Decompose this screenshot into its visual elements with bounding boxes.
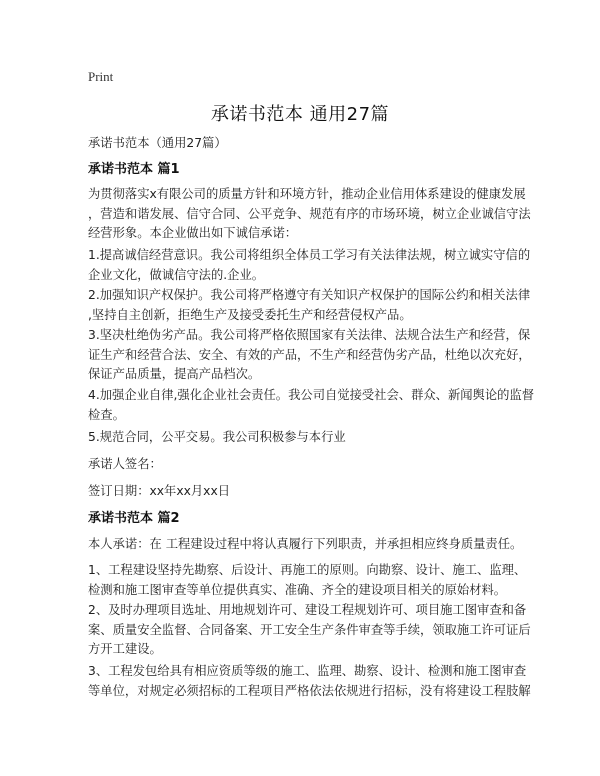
text-line: 3.坚决杜绝伪劣产品。我公司将严格依照国家有关法律、法规合法生产和经营，保 — [88, 328, 531, 342]
document-subtitle: 承诺书范本（通用27篇） — [88, 136, 227, 150]
section1-paragraph-2 — [88, 286, 531, 325]
section2-intro: 本人承诺：在 工程建设过程中将认真履行下列职责，并承担相应终身质量责任。 — [88, 537, 523, 551]
signing-date: 签订日期：xx年xx月xx日 — [88, 484, 231, 498]
section2-paragraph-1 — [88, 561, 527, 600]
section1-paragraph-3 — [88, 326, 531, 385]
text-line: 证生产和经营合法、安全、有效的产品，不生产和经营伪劣产品，杜绝以次充好， — [88, 347, 531, 362]
section1-intro — [88, 185, 531, 244]
text-line: 2、及时办理项目选址、用地规划许可、建设工程规划许可、项目施工图审查和备 — [88, 603, 527, 617]
section2-paragraph-3 — [88, 662, 531, 701]
text-line: 1.提高诚信经营意识。我公司将组织全体员工学习有关法律法规，树立诚实守信的 — [88, 248, 531, 262]
text-line: 2.加强知识产权保护。我公司将严格遵守有关知识产权保护的国际公约和相关法律 — [88, 288, 531, 302]
text-line: 检测和施工图审查等单位提供真实、准确、齐全的建设项目相关的原始材料。 — [88, 582, 507, 597]
text-line: 案、质量安全监督、合同备案、开工安全生产条件审查等手续，领取施工许可证后 — [88, 622, 531, 637]
section1-paragraph-5: 5.规范合同，公平交易。我公司积极参与本行业 — [88, 430, 346, 444]
text-line: 方开工建设。 — [88, 642, 162, 656]
section1-heading: 承诺书范本 篇1 — [88, 162, 180, 177]
text-line: 等单位，对规定必须招标的工程项目严格依法依规进行招标，没有将建设工程肢解 — [88, 683, 531, 698]
text-line: 保证产品质量，提高产品档次。 — [88, 367, 261, 381]
text-line: 3、工程发包给具有相应资质等级的施工、监理、勘察、设计、检测和施工图审查 — [88, 664, 527, 678]
document-title: 承诺书范本 通用27篇 — [210, 104, 390, 125]
text-line: 为贯彻落实x有限公司的质量方针和环境方针，推动企业信用体系建设的健康发展 — [88, 187, 526, 201]
section1-paragraph-4 — [88, 386, 535, 425]
section1-paragraph-1 — [88, 246, 531, 285]
print-label[interactable]: Print — [88, 69, 114, 84]
text-line: 4.加强企业自律,强化企业社会责任。我公司自觉接受社会、群众、新闻舆论的监督 — [88, 388, 535, 402]
signer-label: 承诺人签名： — [88, 457, 162, 471]
text-line: 检查。 — [88, 407, 125, 422]
section2-paragraph-2 — [88, 601, 531, 660]
text-line: 经营形象。本企业做出如下诚信承诺： — [88, 226, 298, 240]
section2-heading: 承诺书范本 篇2 — [88, 511, 180, 526]
text-line: 企业文化，做诚信守法的.企业。 — [88, 267, 265, 282]
text-line: 1、工程建设坚持先勘察、后设计、再施工的原则。向勘察、设计、施工、监理、 — [88, 563, 527, 577]
text-line: ,坚持自主创新，拒绝生产及接受委托生产和经营侵权产品。 — [88, 307, 412, 322]
text-line: ，营造和谐发展、信守合同、公平竞争、规范有序的市场环境，树立企业诚信守法 — [88, 206, 531, 221]
